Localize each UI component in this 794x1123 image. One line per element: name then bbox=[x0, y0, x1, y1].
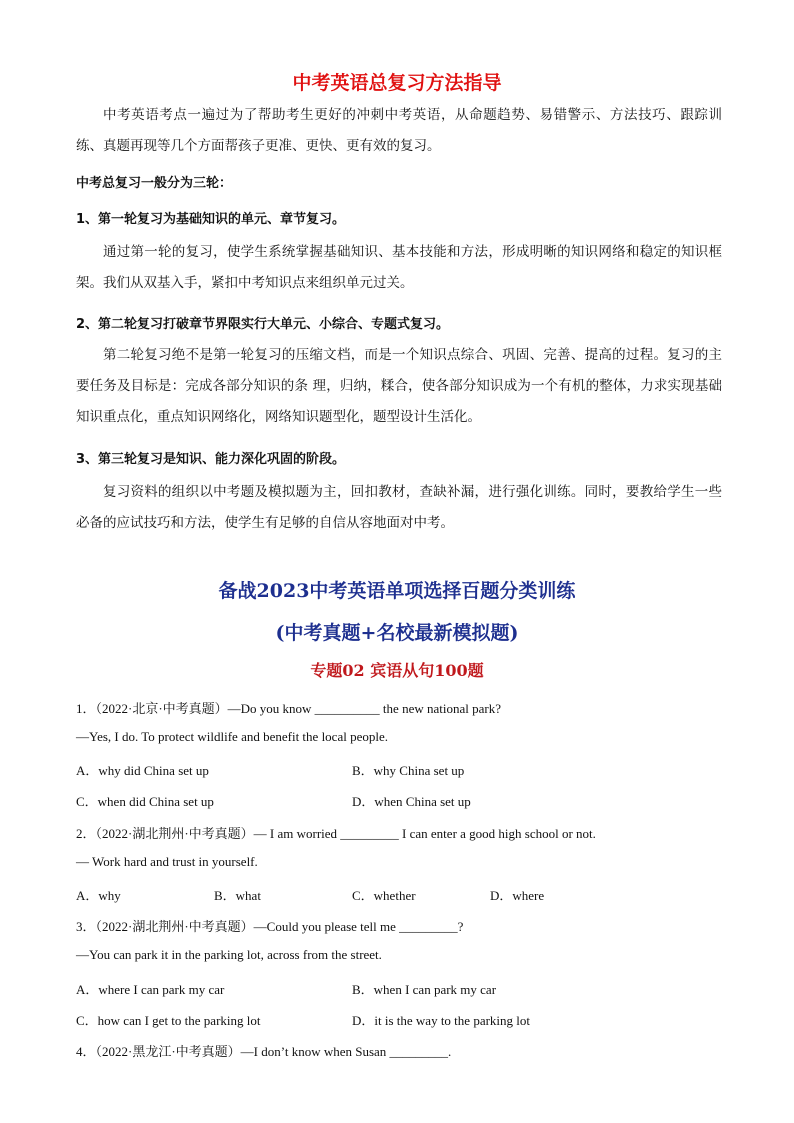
topic-title: 专题02 宾语从句100题 bbox=[310, 661, 484, 680]
round2-paragraph: 第二轮复习绝不是第一轮复习的压缩文档，而是一个知识点综合、巩固、完善、提高的过程。复习的主要任务及目标是：完成各部分知识的条 理，归纳，糅合，使各部分知识成为一个有机的整体，力求实现基础知识重点化，重点知识网络化，网络知识题型化，题型设计生活化。 bbox=[76, 347, 722, 425]
question-1-option-b: B．why China set up bbox=[352, 763, 465, 778]
question-2-option-a: A．why bbox=[76, 888, 121, 903]
question-1-option-c: C．when did China set up bbox=[76, 794, 214, 809]
intro-paragraph: 中考英语考点一遍过为了帮助考生更好的冲刺中考英语，从命题趋势、易错警示、方法技巧、跟踪训练、真题再现等几个方面帮孩子更准、更快、更有效的复习。 bbox=[76, 107, 722, 154]
question-1-stem: 1．（2022·北京·中考真题）—Do you know __________ the new national park? bbox=[76, 701, 501, 716]
question-3-reply: —You can park it in the parking lot, across from the street. bbox=[76, 947, 382, 962]
question-2-stem: 2．（2022·湖北荆州·中考真题）— I am worried _________ I can enter a good high school or not. bbox=[76, 826, 596, 841]
question-3-option-b: B．when I can park my car bbox=[352, 982, 497, 997]
round1-heading: 1、第一轮复习为基础知识的单元、章节复习。 bbox=[76, 212, 346, 227]
question-3-stem: 3．（2022·湖北荆州·中考真题）—Could you please tell me _________? bbox=[76, 919, 464, 934]
exam-subtitle: (中考真题+名校最新模拟题) bbox=[275, 622, 519, 644]
document-title: 中考英语总复习方法指导 bbox=[292, 72, 502, 94]
round2-heading: 2、第二轮复习打破章节界限实行大单元、小综合、专题式复习。 bbox=[76, 317, 450, 332]
question-1-option-a: A．why did China set up bbox=[76, 763, 209, 778]
question-3-option-c: C．how can I get to the parking lot bbox=[76, 1013, 261, 1028]
rounds-heading: 中考总复习一般分为三轮： bbox=[76, 176, 233, 191]
question-2-option-b: B．what bbox=[214, 888, 261, 903]
round3-paragraph: 复习资料的组织以中考题及模拟题为主，回扣教材，查缺补漏，进行强化训练。同时，要教给学生一些必备的应试技巧和方法，使学生有足够的自信从容地面对中考。 bbox=[76, 484, 722, 531]
question-1-option-d: D．when China set up bbox=[352, 794, 471, 809]
question-1-reply: —Yes, I do. To protect wildlife and benefit the local people. bbox=[76, 729, 388, 744]
round1-paragraph: 通过第一轮的复习，使学生系统掌握基础知识、基本技能和方法，形成明晰的知识网络和稳定的知识框架。我们从双基入手，紧扣中考知识点来组织单元过关。 bbox=[76, 244, 722, 291]
question-2-option-c: C．whether bbox=[352, 888, 416, 903]
round3-heading: 3、第三轮复习是知识、能力深化巩固的阶段。 bbox=[76, 452, 346, 467]
question-2-option-d: D．where bbox=[490, 888, 545, 903]
question-4-stem: 4．（2022·黑龙江·中考真题）—I don’t know when Susan _________. bbox=[76, 1044, 452, 1059]
exam-title: 备战2023中考英语单项选择百题分类训练 bbox=[218, 580, 576, 602]
question-3-option-d: D．it is the way to the parking lot bbox=[352, 1013, 531, 1028]
question-3-option-a: A．where I can park my car bbox=[76, 982, 225, 997]
question-2-reply: — Work hard and trust in yourself. bbox=[76, 854, 258, 869]
